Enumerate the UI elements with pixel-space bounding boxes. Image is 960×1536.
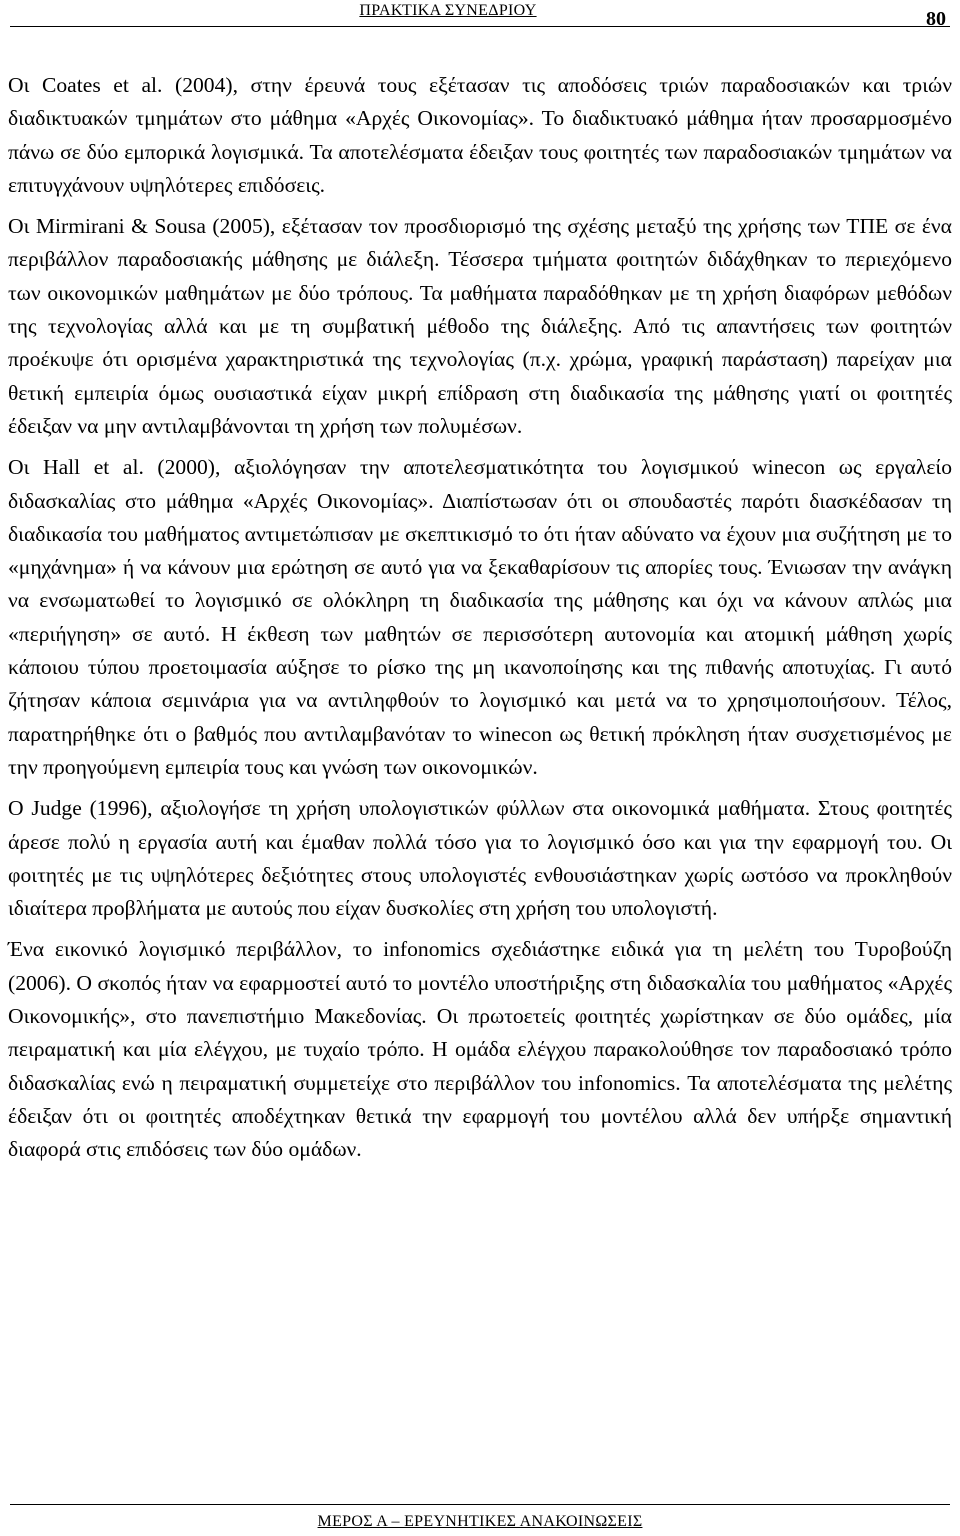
paragraph-infonomics: Ένα εικονικό λογισμικό περιβάλλον, το infonomics σχεδιάστηκε ειδικά για τη μελέτη του Τυροβούζη (2006). Ο σκοπός ήταν να εφαρμοστεί αυτό το μοντέλο υποστήριξης στη διδασκαλία του μαθήματος «Αρχές Οικονομικής», στο πανεπιστήμιο Μακεδονίας. Οι πρωτοετείς φοιτητές χωρίστηκαν σε δύο ομάδες, μία πειραματική και μία ελέγχου, με τυχαίο τρόπο. Η ομάδα ελέγχου παρακολούθησε τον παραδοσιακό τρόπο διδασκαλίας ενώ η πειραματική συμμετείχε στο περιβάλλον του infonomics. Τα αποτελέσματα της μελέτης έδειξαν ότι οι φοιτητές αποδέχτηκαν θετικά την εφαρμογή του μοντέλου αλλά δεν υπήρξε σημαντική διαφορά στις επιδόσεις των δύο ομάδων. (8, 937, 952, 1162)
paragraph-judge: Ο Judge (1996), αξιολογήσε τη χρήση υπολογιστικών φύλλων στα οικονομικά μαθήματα. Στους φοιτητές άρεσε πολύ η εργασία αυτή και έμαθαν πολλά τόσο για το λογισμικό όσο και για την εφαρμογή του. Οι φοιτητές με τις υψηλότερες δεξιότητες στους υπολογιστές ενθουσιάστηκαν χωρίς ωστόσο να προκληθούν ιδιαίτερα προβλήματα με αυτούς που είχαν δυσκολίες στη χρήση του υπολογιστή. (8, 796, 952, 921)
paragraph-hall: Οι Hall et al. (2000), αξιολόγησαν την αποτελεσματικότητα του λογισμικού winecon ως εργαλείο διδασκαλίας στο μάθημα «Αρχές Οικονομίας». Διαπίστωσαν ότι οι σπουδαστές παρότι διασκέδασαν τη διαδικασία του μαθήματος αντιμετώπισαν με σκεπτικισμό το ότι ήταν αδύνατο να έχουν μια συζήτηση με το «μηχάνημα» ή να κάνουν μια ερώτηση σε αυτό για να ξεκαθαρίσουν τις απορίες τους. Ένιωσαν την ανάγκη να ενσωματωθεί το λογισμικό σε ολόκληρη τη διαδικασία της μάθησης και όχι να κάνουν απλώς μια «περιήγηση» σε αυτό. Η έκθεση των μαθητών σε περισσότερη αυτονομία και ατομική μάθηση χωρίς κάποιου τύπου προετοιμασία αύξησε το ρίσκο της μη ικανοποίησης και της πιθανής αποτυχίας. Γι αυτό ζήτησαν κάποια σεμινάρια για να αντιληφθούν το λογισμικό και μετά να το χρησιμοποιήσουν. Τέλος, παρατηρήθηκε ότι ο βαθμός που αντιλαμβανόταν το winecon ως θετική πρόκληση ήταν συσχετισμένος με την προηγούμενη εμπειρία τους και γνώση των οικονομικών. (8, 455, 952, 779)
running-header-title: ΠΡΑΚΤΙΚΑ ΣΥΝΕΔΡΙΟΥ (359, 2, 537, 19)
footer-divider (10, 1504, 950, 1505)
paragraph-coates: Οι Coates et al. (2004), στην έρευνά τους εξέτασαν τις αποδόσεις τριών παραδοσιακών και τριών διαδικτυακών τμημάτων στο μάθημα «Αρχές Οικονομίας». Το διαδικτυακό μάθημα ήταν προσαρμοσμένο πάνω σε δύο εμπορικά λογισμικά. Τα αποτελέσματα έδειξαν τους φοιτητές των παραδοσιακών τμημάτων να επιτυγχάνουν υψηλότερες επιδόσεις. (8, 73, 952, 197)
running-footer-title: ΜΕΡΟΣ Α – ΕΡΕΥΝΗΤΙΚΕΣ ΑΝΑΚΟΙΝΩΣΕΙΣ (317, 1513, 643, 1530)
body-text (8, 69, 952, 1167)
header-divider (10, 26, 950, 27)
paragraph-mirmirani-sousa: Οι Mirmirani & Sousa (2005), εξέτασαν τον προσδιορισμό της σχέσης μεταξύ της χρήσης των ΤΠΕ σε ένα περιβάλλον παραδοσιακής μάθησης με διάλεξη. Τέσσερα τμήματα φοιτητών διδάχθηκαν το περιεχόμενο των οικονομικών μαθημάτων με δύο τρόπους. Τα μαθήματα παραδόθηκαν με τη χρήση διαφόρων μεθόδων της τεχνολογίας αλλά και με τη συμβατική μέθοδο της διάλεξης. Από τις απαντήσεις των φοιτητών προέκυψε ότι ορισμένα χαρακτηριστικά της τεχνολογίας (π.χ. χρώμα, γραφική παράσταση) παρείχαν μια θετική εμπειρία όμως ουσιαστικά είχαν μικρή επίδραση στη διαδικασία της μάθησης γιατί οι φοιτητές έδειξαν να μην αντιλαμβάνονται τη χρήση των πολυμέσων. (8, 214, 952, 438)
page-number: 80 (926, 8, 946, 30)
